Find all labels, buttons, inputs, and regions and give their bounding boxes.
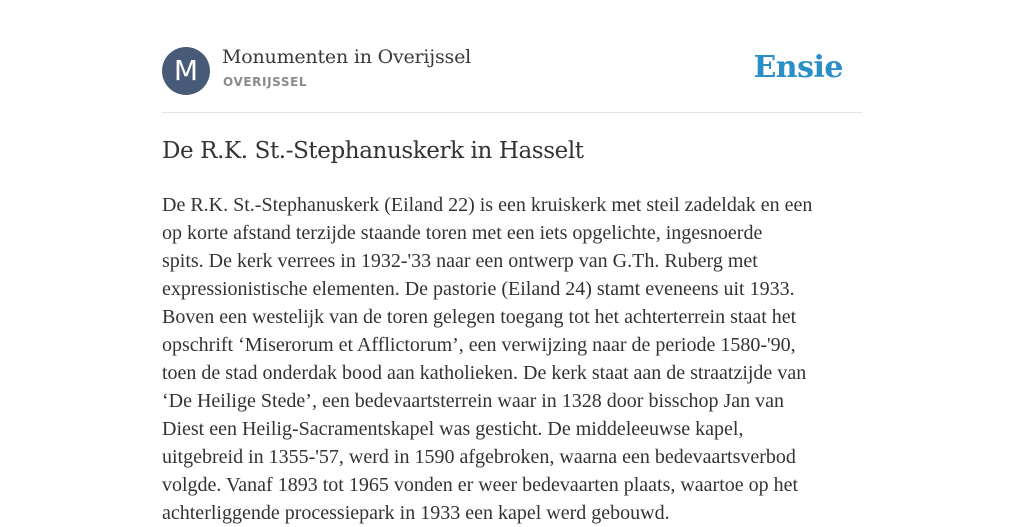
article-line: spits. De kerk verrees in 1932-'33 naar een ontwerp van G.Th. Ruberg met xyxy=(162,250,758,272)
article-line: volgde. Vanaf 1893 tot 1965 vonden er weer bedevaarten plaats, waartoe op het xyxy=(162,474,799,496)
source-title-link[interactable]: Monumenten in Overijssel xyxy=(222,46,472,68)
article-line: expressionistische elementen. De pastorie (Eiland 24) stamt eveneens uit 1933. xyxy=(162,278,795,300)
source-category-link[interactable]: OVERIJSSEL xyxy=(223,75,308,89)
article-line: Diest een Heilig-Sacramentskapel was gesticht. De middeleeuwse kapel, xyxy=(162,418,744,440)
article-line: op korte afstand terzijde staande toren met een iets opgelichte, ingesnoerde xyxy=(162,222,763,244)
article-line: De R.K. St.-Stephanuskerk (Eiland 22) is een kruiskerk met steil zadeldak en een xyxy=(162,194,813,216)
page-header xyxy=(162,0,862,113)
source-avatar[interactable]: M xyxy=(162,47,210,95)
brand-logo[interactable]: Ensie xyxy=(753,50,843,85)
article-line: Boven een westelijk van de toren gelegen toegang tot het achterterrein staat het xyxy=(162,306,797,328)
article-line: achterliggende processiepark in 1933 een kapel werd gebouwd. xyxy=(162,502,670,524)
page-container xyxy=(162,0,862,524)
article-line: ‘De Heilige Stede’, een bedevaartsterrein waar in 1328 door bisschop Jan van xyxy=(162,390,785,412)
article-title: De R.K. St.-Stephanuskerk in Hasselt xyxy=(162,138,584,164)
article-line: opschrift ‘Miserorum et Afflictorum’, een verwijzing naar de periode 1580-'90, xyxy=(162,334,796,356)
article-body xyxy=(162,191,862,527)
article-line: toen de stad onderdak bood aan katholieken. De kerk staat aan de straatzijde van xyxy=(162,362,807,384)
article-line: uitgebreid in 1355-'57, werd in 1590 afgebroken, waarna een bedevaartsverbod xyxy=(162,446,796,468)
